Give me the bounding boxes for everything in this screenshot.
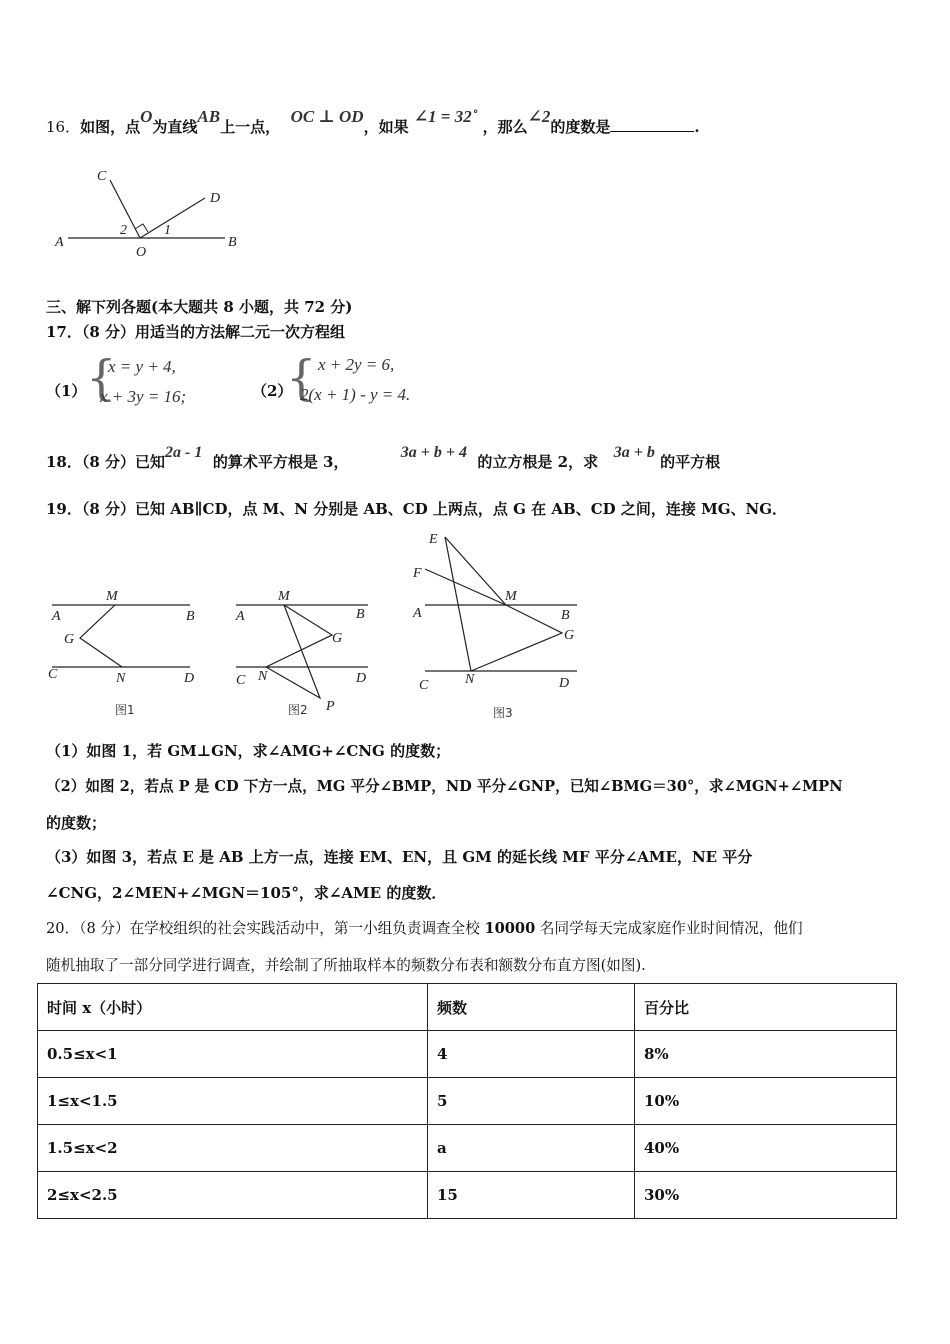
answer-blank[interactable] bbox=[610, 117, 694, 132]
math-perpendicular: OC ⊥ OD bbox=[290, 107, 364, 126]
q19-figure-1 bbox=[40, 580, 210, 725]
math-expr-3: 3a + b bbox=[613, 444, 655, 461]
table-header-cell: 频数 bbox=[428, 984, 635, 1031]
label-d: D bbox=[210, 191, 221, 206]
q19-part1: （1）如图 1，若 GM⊥GN，求∠AMG+∠CNG 的度数； bbox=[46, 742, 451, 760]
q18-line bbox=[46, 444, 721, 472]
table-cell: 10% bbox=[635, 1078, 897, 1125]
label-m: M bbox=[278, 589, 290, 604]
math-angle2: ∠2 bbox=[527, 107, 551, 126]
label-m: M bbox=[106, 589, 118, 604]
q19-figure-3 bbox=[405, 525, 590, 725]
q17-header: 17．（8 分）用适当的方法解二元一次方程组 bbox=[46, 323, 346, 341]
q19-part3-line1: （3）如图 3，若点 E 是 AB 上方一点，连接 EM、EN，且 GM 的延长线 MF 平分∠AME，NE 平分 bbox=[46, 848, 753, 866]
q16-text: 的度数是 bbox=[550, 118, 611, 136]
label-a: A bbox=[236, 609, 245, 624]
table-header-cell: 百分比 bbox=[635, 984, 897, 1031]
label-e: E bbox=[429, 532, 438, 547]
q20-line2: 随机抽取了一部分同学进行调查，并绘制了所抽取样本的频数分布表和额数分布直方图(如图). bbox=[46, 957, 646, 974]
q17-part2-label: （2） bbox=[252, 382, 293, 400]
label-c: C bbox=[236, 673, 246, 688]
table-cell: 2≤x<2.5 bbox=[38, 1172, 428, 1219]
q16-text: ，如果 bbox=[363, 118, 409, 136]
brace-icon: { bbox=[286, 350, 317, 406]
q16-line bbox=[46, 107, 700, 137]
label-1: 1 bbox=[164, 223, 171, 238]
label-f: F bbox=[413, 566, 422, 581]
label-a: A bbox=[55, 235, 64, 250]
table-cell: 8% bbox=[635, 1031, 897, 1078]
q18-text: 的算术平方根是 3， bbox=[212, 453, 349, 471]
label-c: C bbox=[97, 169, 107, 184]
q19-part3-line2: ∠CNG，2∠MEN+∠MGN＝105°，求∠AME 的度数． bbox=[46, 884, 447, 902]
table-cell: 0.5≤x<1 bbox=[38, 1031, 428, 1078]
label-a: A bbox=[413, 606, 422, 621]
q19-header: 19．（8 分）已知 AB∥CD，点 M、N 分别是 AB、CD 上两点，点 G 在 AB、CD 之间，连接 MG、NG． bbox=[46, 500, 788, 518]
table-cell: 15 bbox=[428, 1172, 635, 1219]
table-header-cell: 时间 x（小时） bbox=[38, 984, 428, 1031]
q16-figure bbox=[50, 160, 250, 260]
label-g: G bbox=[64, 632, 75, 647]
table-header-row bbox=[38, 984, 897, 1031]
math-point-o: O bbox=[140, 107, 153, 126]
table-row bbox=[38, 1125, 897, 1172]
table-row bbox=[38, 1031, 897, 1078]
label-n: N bbox=[258, 669, 268, 684]
q16-text: 上一点， bbox=[220, 118, 281, 136]
q17-p2-eq2: 2(x + 1) - y = 4. bbox=[300, 385, 411, 404]
q19-figure-2 bbox=[228, 580, 378, 725]
table-cell: 1≤x<1.5 bbox=[38, 1078, 428, 1125]
table-cell: 1.5≤x<2 bbox=[38, 1125, 428, 1172]
q17-p1-eq2: x + 3y = 16; bbox=[100, 387, 187, 406]
label-g: G bbox=[332, 631, 343, 646]
q16-text: . bbox=[694, 118, 700, 136]
frequency-table bbox=[37, 983, 897, 1219]
q20-line1 bbox=[46, 917, 803, 938]
label-c: C bbox=[48, 667, 58, 682]
q19-part2-line2: 的度数； bbox=[46, 814, 107, 832]
q18-text: 的平方根 bbox=[660, 453, 721, 471]
math-expr-1: 2a - 1 bbox=[165, 444, 203, 461]
label-b: B bbox=[356, 607, 365, 622]
q20-text: 名同学每天完成家庭作业时间情况，他们 bbox=[535, 920, 803, 937]
label-b: B bbox=[228, 235, 237, 250]
table-row bbox=[38, 1172, 897, 1219]
table-cell: 5 bbox=[428, 1078, 635, 1125]
section-title: 三、解下列各题(本大题共 8 小题，共 72 分) bbox=[46, 298, 353, 316]
label-m: M bbox=[505, 589, 517, 604]
q20-number: 10000 bbox=[484, 920, 536, 937]
label-b: B bbox=[186, 609, 195, 624]
math-angle1: ∠1 = 32˚ bbox=[413, 107, 478, 126]
table-cell: a bbox=[428, 1125, 635, 1172]
q18-text: 18．（8 分）已知 bbox=[46, 453, 166, 471]
q16-number: 16． bbox=[46, 118, 81, 136]
table-cell: 40% bbox=[635, 1125, 897, 1172]
label-a: A bbox=[52, 609, 61, 624]
label-o: O bbox=[136, 245, 147, 260]
q16-text: ，那么 bbox=[482, 118, 528, 136]
math-expr-2: 3a + b + 4 bbox=[400, 444, 467, 461]
q17-part1-label: （1） bbox=[46, 382, 87, 400]
label-d: D bbox=[356, 671, 367, 686]
table-cell: 4 bbox=[428, 1031, 635, 1078]
q17-p1-eq1: x = y + 4, bbox=[108, 357, 176, 376]
brace-icon: { bbox=[86, 350, 117, 406]
q16-text: 为直线 bbox=[152, 118, 198, 136]
q19-part2-line1: （2）如图 2，若点 P 是 CD 下方一点，MG 平分∠BMP，ND 平分∠GNP，已知∠BMG＝30°，求∠MGN+∠MPN bbox=[46, 778, 843, 795]
figure-caption: 图1 bbox=[115, 703, 135, 717]
label-g: G bbox=[564, 628, 575, 643]
figure-caption: 图2 bbox=[288, 703, 308, 717]
label-b: B bbox=[561, 608, 570, 623]
label-d: D bbox=[559, 676, 570, 691]
figure-caption: 图3 bbox=[493, 706, 513, 720]
label-p: P bbox=[326, 699, 335, 714]
label-c: C bbox=[419, 678, 429, 693]
q20-text: 20．（8 分）在学校组织的社会实践活动中，第一小组负责调查全校 bbox=[46, 920, 485, 937]
label-n: N bbox=[465, 672, 475, 687]
label-2: 2 bbox=[120, 223, 127, 238]
label-d: D bbox=[184, 671, 195, 686]
math-line-ab: AB bbox=[197, 107, 221, 126]
q18-text: 的立方根是 2，求 bbox=[477, 453, 599, 471]
label-n: N bbox=[116, 671, 126, 686]
q17-p2-eq1: x + 2y = 6, bbox=[318, 355, 395, 374]
table-cell: 30% bbox=[635, 1172, 897, 1219]
q16-text: 如图，点 bbox=[80, 118, 141, 136]
table-row bbox=[38, 1078, 897, 1125]
